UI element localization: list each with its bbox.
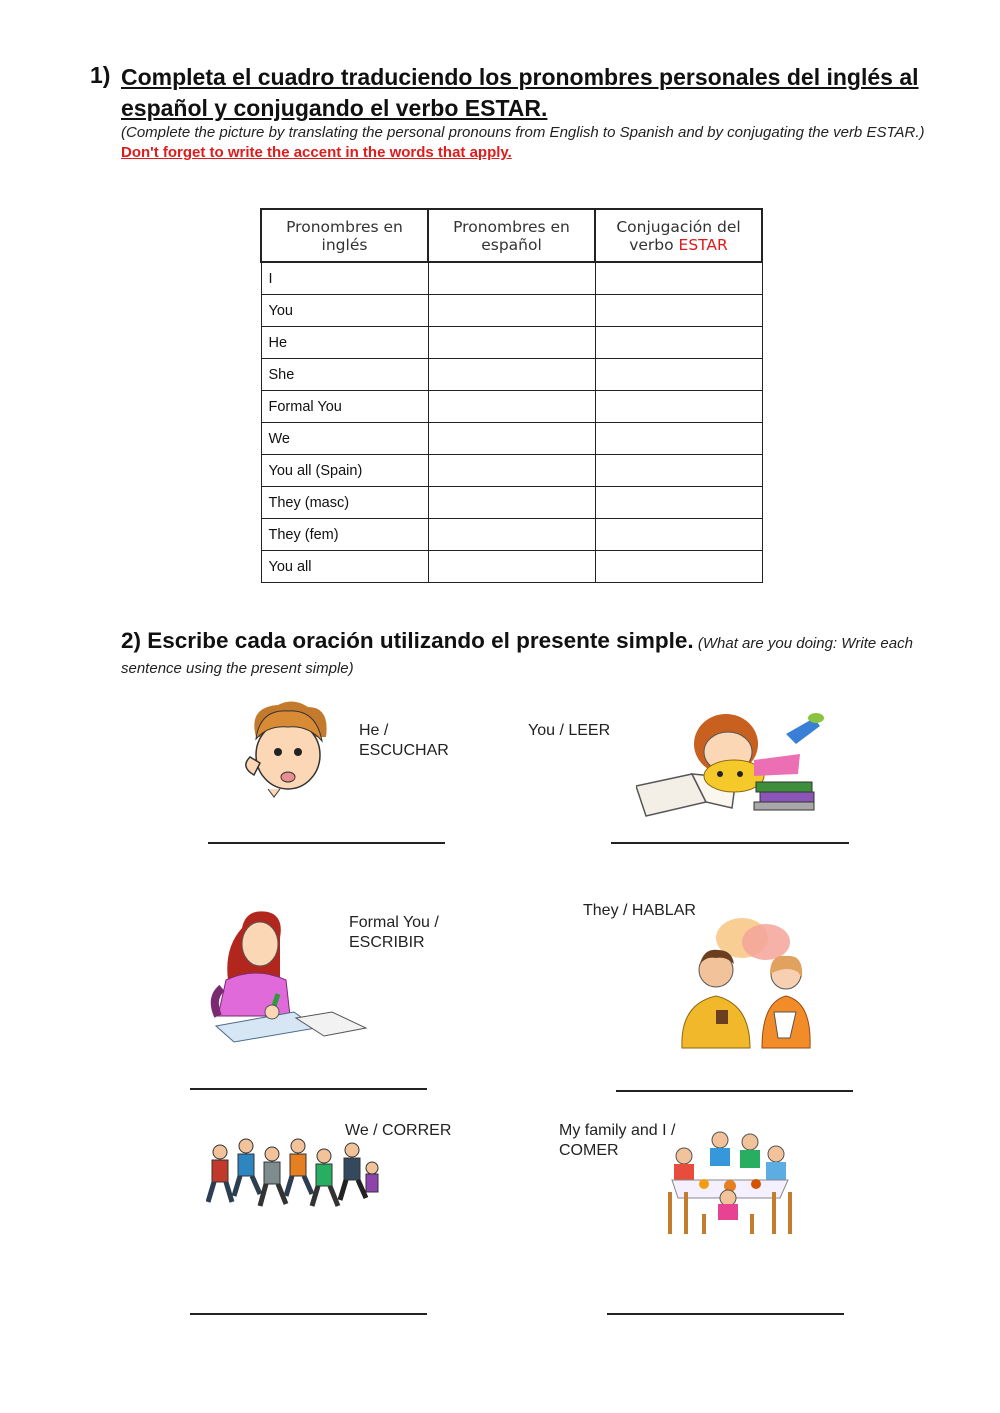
exercise-4-pronoun: They / HABLAR xyxy=(583,902,696,919)
section1-subtitle xyxy=(121,123,941,163)
spanish-pronoun-input-cell[interactable] xyxy=(428,519,595,551)
spanish-pronoun-input-cell[interactable] xyxy=(428,262,595,295)
english-pronoun-cell: She xyxy=(261,359,428,391)
girl-reading-illustration xyxy=(636,704,826,824)
header-conjugation xyxy=(595,209,762,262)
exercise-2-pronoun: You / LEER xyxy=(528,722,611,739)
exercise-3-prompt xyxy=(349,913,439,953)
boy-listening-illustration xyxy=(238,697,338,799)
estar-conjugation-input-cell[interactable] xyxy=(595,295,762,327)
table-row xyxy=(261,295,762,327)
estar-conjugation-input-cell[interactable] xyxy=(595,359,762,391)
estar-conjugation-input-cell[interactable] xyxy=(595,455,762,487)
english-pronoun-cell: Formal You xyxy=(261,391,428,423)
exercise-2-answer-line[interactable] xyxy=(611,842,849,844)
section2-title xyxy=(121,628,951,681)
spanish-pronoun-input-cell[interactable] xyxy=(428,551,595,583)
exercise-6-answer-line[interactable] xyxy=(607,1313,844,1315)
exercise-1-verb: ESCUCHAR xyxy=(359,742,449,759)
estar-conjugation-input-cell[interactable] xyxy=(595,519,762,551)
spanish-pronoun-input-cell[interactable] xyxy=(428,391,595,423)
exercise-5-pronoun: We / CORRER xyxy=(345,1122,452,1139)
exercise-3-answer-line[interactable] xyxy=(190,1088,427,1090)
people-running-illustration xyxy=(206,1132,382,1216)
table-row xyxy=(261,551,762,583)
table-row xyxy=(261,519,762,551)
header-conjugation-prefix: Conjugación del verbo xyxy=(616,217,741,254)
people-talking-illustration xyxy=(678,912,824,1052)
exercise-5-answer-line[interactable] xyxy=(190,1313,427,1315)
exercise-5-prompt xyxy=(345,1121,451,1141)
table-row xyxy=(261,487,762,519)
spanish-pronoun-input-cell[interactable] xyxy=(428,327,595,359)
section1-number: 1) xyxy=(90,62,111,88)
english-pronoun-cell: He xyxy=(261,327,428,359)
estar-conjugation-input-cell[interactable] xyxy=(595,423,762,455)
estar-conjugation-input-cell[interactable] xyxy=(595,262,762,295)
english-pronoun-cell: I xyxy=(261,262,428,295)
exercise-1-prompt xyxy=(359,721,449,761)
table-row xyxy=(261,455,762,487)
spanish-pronoun-input-cell[interactable] xyxy=(428,455,595,487)
table-row xyxy=(261,359,762,391)
family-eating-illustration xyxy=(664,1128,796,1238)
table-row xyxy=(261,327,762,359)
exercise-6-verb: COMER xyxy=(559,1142,619,1159)
exercise-1-answer-line[interactable] xyxy=(208,842,445,844)
header-estar: ESTAR xyxy=(678,235,728,254)
estar-conjugation-input-cell[interactable] xyxy=(595,487,762,519)
pronoun-table xyxy=(260,208,763,583)
header-english: Pronombres en inglés xyxy=(261,209,428,262)
table-row xyxy=(261,262,762,295)
estar-conjugation-input-cell[interactable] xyxy=(595,551,762,583)
spanish-pronoun-input-cell[interactable] xyxy=(428,487,595,519)
english-pronoun-cell: You all xyxy=(261,551,428,583)
table-row xyxy=(261,423,762,455)
section1-title: Completa el cuadro traduciendo los pronombres personales del inglés al español y conjugando el verbo ESTAR. xyxy=(121,64,919,121)
exercise-6-pronoun: My family and I / xyxy=(559,1122,676,1139)
woman-writing-illustration xyxy=(206,908,372,1044)
section1-instructions: (Complete the picture by translating the personal pronouns from English to Spanish and by conjugating the verb ESTAR.) xyxy=(121,124,925,141)
section2-instructions: (What are you doing: Write each sentence using the present simple) xyxy=(121,635,913,677)
spanish-pronoun-input-cell[interactable] xyxy=(428,295,595,327)
english-pronoun-cell: They (masc) xyxy=(261,487,428,519)
exercise-6-prompt xyxy=(559,1121,675,1161)
table-row xyxy=(261,391,762,423)
exercise-1-pronoun: He / xyxy=(359,722,389,739)
section2-heading: 2) Escribe cada oración utilizando el presente simple. xyxy=(121,628,694,653)
spanish-pronoun-input-cell[interactable] xyxy=(428,359,595,391)
english-pronoun-cell: You all (Spain) xyxy=(261,455,428,487)
exercise-2-prompt xyxy=(528,721,610,741)
english-pronoun-cell: They (fem) xyxy=(261,519,428,551)
spanish-pronoun-input-cell[interactable] xyxy=(428,423,595,455)
accent-warning: Don't forget to write the accent in the words that apply. xyxy=(121,144,512,161)
exercise-3-pronoun: Formal You / xyxy=(349,914,439,931)
english-pronoun-cell: We xyxy=(261,423,428,455)
english-pronoun-cell: You xyxy=(261,295,428,327)
table-header-row xyxy=(261,209,762,262)
exercise-3-verb: ESCRIBIR xyxy=(349,934,425,951)
header-spanish: Pronombres en español xyxy=(428,209,595,262)
estar-conjugation-input-cell[interactable] xyxy=(595,391,762,423)
estar-conjugation-input-cell[interactable] xyxy=(595,327,762,359)
exercise-4-answer-line[interactable] xyxy=(616,1090,853,1092)
